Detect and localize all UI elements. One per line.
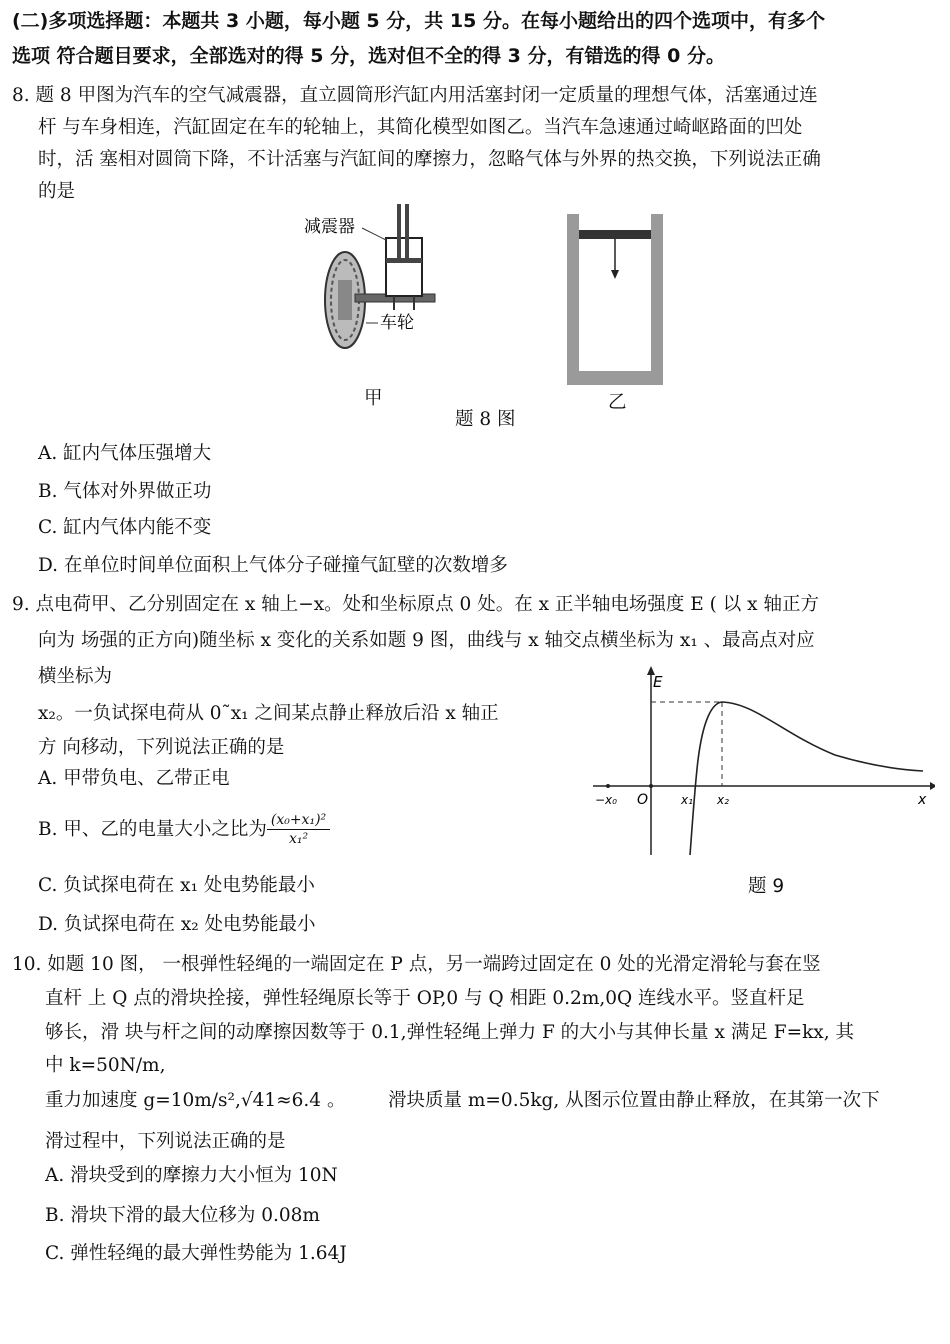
- q10-option-b[interactable]: B. 滑块下滑的最大位移为 0.08m: [45, 1205, 320, 1226]
- section-header-line1: (二)多项选择题：本题共 3 小题，每小题 5 分，共 15 分。在每小题给出的四个选项中，有多个: [12, 10, 825, 32]
- q9-stem-line1: 9. 点电荷甲、乙分别固定在 x 轴上−x。处和坐标原点 0 处。在 x 正半轴电场强度 E ( 以 x 轴正方: [12, 594, 819, 615]
- fig-caption-yi: 乙: [608, 392, 627, 413]
- q8-figure-title: 题 8 图: [455, 409, 516, 430]
- wheel-label: 车轮: [380, 313, 414, 333]
- q10-stem-line5b: 滑块质量 m=0.5kg, 从图示位置由静止释放，在其第一次下: [388, 1090, 880, 1111]
- tick-x1: x₁: [681, 793, 693, 807]
- q9-option-b[interactable]: [38, 800, 330, 860]
- q9-stem-line2: 向为 场强的正方向)随坐标 x 变化的关系如题 9 图，曲线与 x 轴交点横坐标为 x₁ 、最高点对应: [38, 630, 815, 651]
- cylinder-model-figure: [565, 212, 665, 387]
- q8-stem-line2: 杆 与车身相连，汽缸固定在车的轮轴上，其简化模型如图乙。当汽车急速通过崎岖路面的凹处: [38, 117, 803, 138]
- tick-neg-x0: −x₀: [595, 793, 617, 807]
- q10-stem-line1: 10. 如题 10 图， 一根弹性轻绳的一端固定在 P 点，另一端跨过固定在 0 处的光滑定滑轮与套在竖: [12, 954, 821, 975]
- ratio-fraction: [267, 813, 330, 848]
- q10-stem-line6: 滑过程中，下列说法正确的是: [45, 1131, 286, 1152]
- q10-stem-line3: 够长，滑 块与杆之间的动摩擦因数等于 0.1,弹性轻绳上弹力 F 的大小与其伸长量 x 满足 F=kx, 其: [45, 1022, 854, 1043]
- damper-label: 减震器: [304, 217, 355, 237]
- q9-option-c[interactable]: C. 负试探电荷在 x₁ 处电势能最小: [38, 875, 315, 896]
- q9-option-b-text: B. 甲、乙的电量大小之比为: [38, 819, 267, 840]
- section-header-line2: 选项 符合题目要求，全部选对的得 5 分，选对但不全的得 3 分，有错选的得 0 分。: [12, 45, 725, 67]
- ratio-denominator: x₁²: [288, 831, 309, 847]
- q9-stem-line3: 横坐标为: [38, 666, 113, 687]
- q10-stem-line2: 直杆 上 Q 点的滑块拴接，弹性轻绳原长等于 OP,0 与 Q 相距 0.2m,0Q 连线水平。竖直杆足: [45, 988, 805, 1009]
- q9-option-a[interactable]: A. 甲带负电、乙带正电: [38, 768, 230, 789]
- q10-stem-line4: 中 k=50N/m,: [45, 1055, 166, 1076]
- tick-x2: x₂: [717, 793, 729, 807]
- e-x-graph: [585, 665, 935, 860]
- shock-absorber-figure: [300, 200, 450, 360]
- q8-option-d[interactable]: D. 在单位时间单位面积上气体分子碰撞气缸壁的次数增多: [38, 555, 508, 576]
- q9-stem-line5: 方 向移动，下列说法正确的是: [38, 737, 285, 758]
- q10-option-a[interactable]: A. 滑块受到的摩擦力大小恒为 10N: [45, 1165, 338, 1186]
- x-axis-label: x: [918, 792, 927, 808]
- q9-stem-line4: x₂。一负试探电荷从 0˜x₁ 之间某点静止释放后沿 x 轴正: [38, 703, 499, 724]
- q8-stem-line3: 时，活 塞相对圆筒下降，不计活塞与汽缸间的摩擦力，忽略气体与外界的热交换，下列说法正确: [38, 149, 821, 170]
- q8-option-b[interactable]: B. 气体对外界做正功: [38, 481, 212, 502]
- q8-stem-line4: 的是: [38, 181, 76, 202]
- q8-stem-line1: 8. 题 8 甲图为汽车的空气减震器，直立圆筒形汽缸内用活塞封闭一定质量的理想气体，活塞通过连: [12, 85, 818, 106]
- q10-stem-line5a: 重力加速度 g=10m/s²,√41≈6.4 。: [45, 1090, 346, 1111]
- q9-figure-title: 题 9: [748, 876, 785, 897]
- q8-option-a[interactable]: A. 缸内气体压强增大: [38, 443, 212, 464]
- fig-caption-jia: 甲: [364, 388, 383, 409]
- q10-option-c[interactable]: C. 弹性轻绳的最大弹性势能为 1.64J: [45, 1243, 347, 1264]
- q9-option-d[interactable]: D. 负试探电荷在 x₂ 处电势能最小: [38, 914, 316, 935]
- ratio-numerator: (x₀+x₁)²: [267, 813, 330, 830]
- y-axis-label: E: [653, 673, 663, 691]
- tick-origin: O: [637, 792, 649, 808]
- q8-option-c[interactable]: C. 缸内气体内能不变: [38, 517, 212, 538]
